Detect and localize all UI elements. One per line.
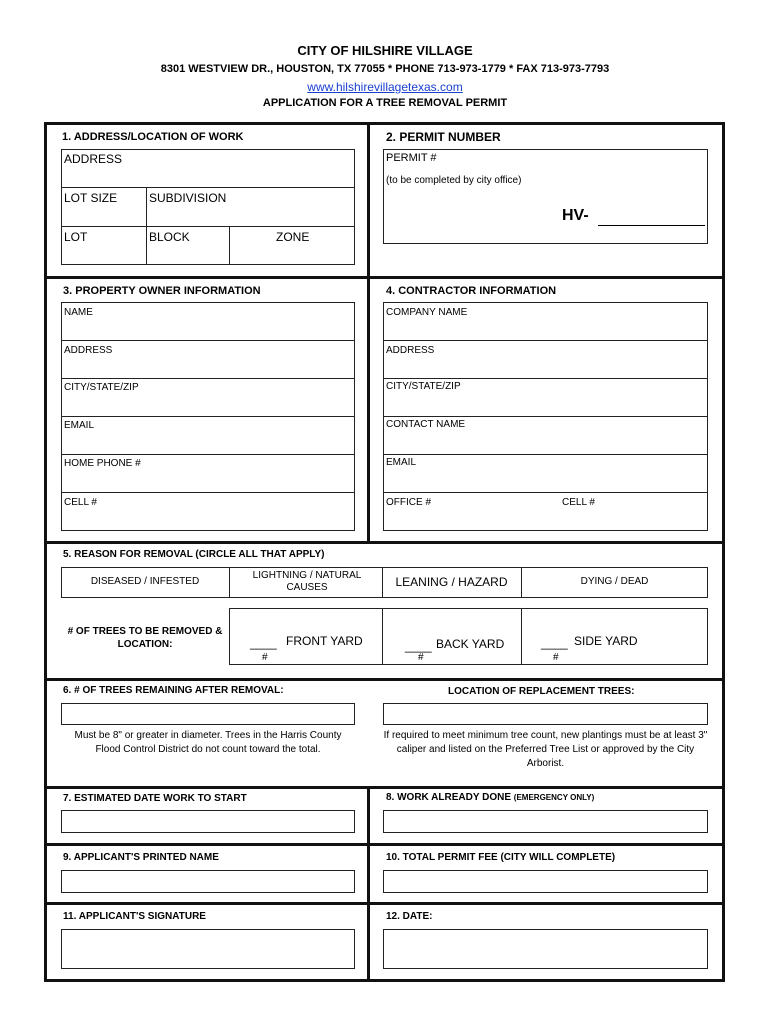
lot-label: LOT xyxy=(64,230,88,244)
side-yard-label: SIDE YARD xyxy=(574,634,638,648)
divider xyxy=(146,187,147,227)
divider xyxy=(367,843,370,905)
divider xyxy=(367,902,370,982)
section-12-title: 12. DATE: xyxy=(386,911,433,922)
city-title: CITY OF HILSHIRE VILLAGE xyxy=(297,43,473,58)
divider xyxy=(367,276,370,544)
side-yard-blank[interactable]: ____ xyxy=(541,636,568,650)
section-8-label: 8. WORK ALREADY DONE xyxy=(386,792,512,803)
section-8-suffix: (EMERGENCY ONLY) xyxy=(513,793,595,802)
reason-lightning[interactable]: LIGHTNING / NATURAL CAUSES xyxy=(252,570,362,593)
replacement-note: If required to meet minimum tree count, new plantings must be at least 3" caliper and listed on the Preferred Tree List or approved by the City Arborist. xyxy=(383,730,708,769)
reason-dying[interactable]: DYING / DEAD xyxy=(580,576,649,587)
owner-name-label: NAME xyxy=(64,307,93,318)
contractor-address-label: ADDRESS xyxy=(386,345,435,356)
office-label: OFFICE # xyxy=(386,497,432,508)
owner-cell-field[interactable] xyxy=(61,492,355,531)
owner-city-label: CITY/STATE/ZIP xyxy=(64,382,139,393)
side-hash: # xyxy=(553,652,559,663)
section-5-title: 5. REASON FOR REMOVAL (CIRCLE ALL THAT APPLY) xyxy=(63,549,325,560)
signature-field[interactable] xyxy=(61,929,355,969)
owner-address-label: ADDRESS xyxy=(64,345,113,356)
remaining-note: Must be 8" or greater in diameter. Trees in the Harris County Flood Control District do not count toward the total. xyxy=(74,730,342,755)
owner-name-field[interactable] xyxy=(61,302,355,341)
back-yard-label: BACK YARD xyxy=(436,637,505,651)
back-hash: # xyxy=(418,652,424,663)
divider xyxy=(229,567,230,598)
owner-cell-label: CELL # xyxy=(64,497,97,508)
section-11-title: 11. APPLICANT'S SIGNATURE xyxy=(63,911,206,922)
address-label: ADDRESS xyxy=(64,152,123,166)
owner-email-label: EMAIL xyxy=(64,420,95,431)
back-yard-blank[interactable]: ____ xyxy=(405,639,432,653)
subdivision-label: SUBDIVISION xyxy=(149,191,227,205)
reason-diseased[interactable]: DISEASED / INFESTED xyxy=(90,576,200,587)
hv-underline xyxy=(598,225,705,226)
front-yard-label: FRONT YARD xyxy=(286,634,363,648)
contractor-email-label: EMAIL xyxy=(386,457,417,468)
section-2-title: 2. PERMIT NUMBER xyxy=(386,130,501,144)
divider xyxy=(521,608,522,665)
permit-label: PERMIT # xyxy=(386,152,437,164)
section-10-title: 10. TOTAL PERMIT FEE (CITY WILL COMPLETE) xyxy=(386,852,616,863)
section-9-title: 9. APPLICANT'S PRINTED NAME xyxy=(63,852,219,863)
owner-email-field[interactable] xyxy=(61,416,355,455)
divider xyxy=(146,226,147,265)
divider xyxy=(382,608,383,665)
company-name-label: COMPANY NAME xyxy=(386,307,468,318)
section-4-title: 4. CONTRACTOR INFORMATION xyxy=(386,285,557,297)
replacement-title: LOCATION OF REPLACEMENT TREES: xyxy=(448,686,635,697)
trees-remaining-field[interactable] xyxy=(61,703,355,725)
owner-home-phone-label: HOME PHONE # xyxy=(64,458,141,469)
section-8-title xyxy=(386,792,594,803)
website-link[interactable]: www.hilshirevillagetexas.com xyxy=(307,80,463,94)
permit-note: (to be completed by city office) xyxy=(386,175,522,186)
permit-fee-field[interactable] xyxy=(383,870,708,893)
section-1-title: 1. ADDRESS/LOCATION OF WORK xyxy=(62,131,244,143)
contractor-phone-field[interactable] xyxy=(383,492,708,531)
hv-prefix: HV- xyxy=(562,207,589,224)
lot-size-label: LOT SIZE xyxy=(64,191,118,205)
date-field[interactable] xyxy=(383,929,708,969)
front-yard-blank[interactable]: ____ xyxy=(250,636,277,650)
divider xyxy=(367,786,370,846)
section-7-title: 7. ESTIMATED DATE WORK TO START xyxy=(63,793,247,804)
contractor-email-field[interactable] xyxy=(383,454,708,493)
city-address: 8301 WESTVIEW DR., HOUSTON, TX 77055 * PHONE 713-973-1779 * FAX 713-973-7793 xyxy=(160,63,610,75)
printed-name-field[interactable] xyxy=(61,870,355,893)
trees-removed-label: # OF TREES TO BE REMOVED & LOCATION: xyxy=(67,626,223,650)
zone-label: ZONE xyxy=(276,230,310,244)
front-hash: # xyxy=(262,652,268,663)
replacement-location-field[interactable] xyxy=(383,703,708,725)
reason-leaning[interactable]: LEANING / HAZARD xyxy=(395,575,508,589)
lot-block-zone-field[interactable] xyxy=(61,226,355,265)
section-3-title: 3. PROPERTY OWNER INFORMATION xyxy=(63,285,261,297)
divider xyxy=(229,226,230,265)
block-label: BLOCK xyxy=(149,230,190,244)
section-6-title: 6. # OF TREES REMAINING AFTER REMOVAL: xyxy=(63,685,284,696)
start-date-field[interactable] xyxy=(61,810,355,833)
divider xyxy=(367,122,370,279)
contact-name-label: CONTACT NAME xyxy=(386,419,466,430)
contractor-city-label: CITY/STATE/ZIP xyxy=(386,381,461,392)
form-title: APPLICATION FOR A TREE REMOVAL PERMIT xyxy=(262,97,508,109)
contractor-cell-label: CELL # xyxy=(562,497,595,508)
work-done-field[interactable] xyxy=(383,810,708,833)
